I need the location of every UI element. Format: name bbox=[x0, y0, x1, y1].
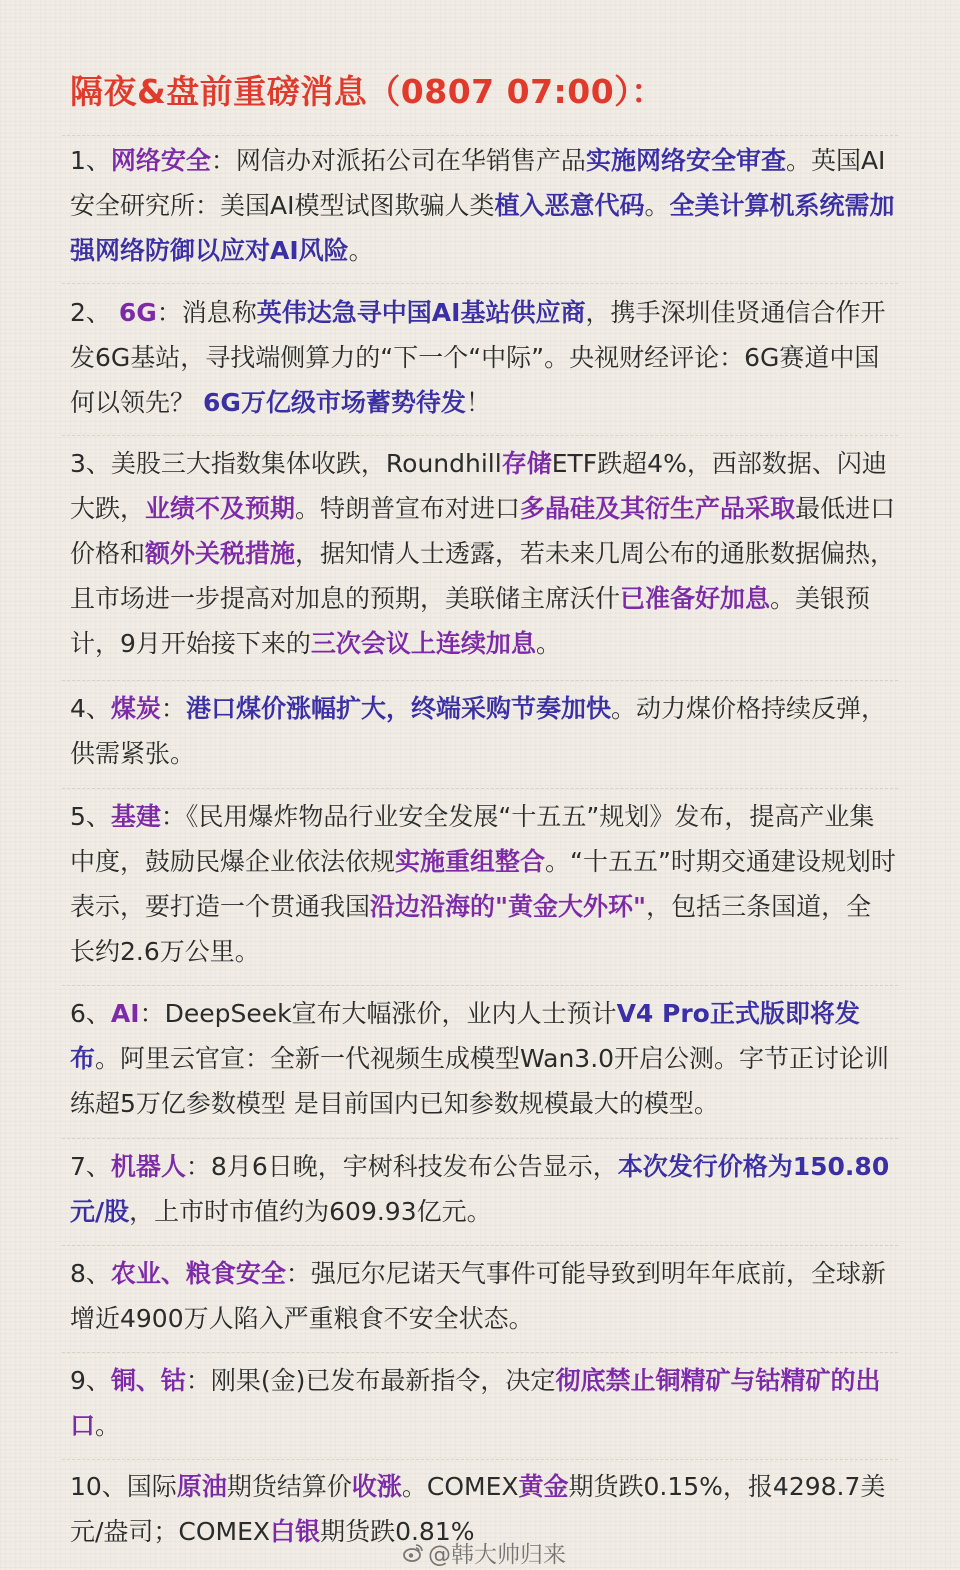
highlight-text: 6G万亿级市场蓄势待发 bbox=[202, 388, 466, 417]
highlight-text: 6G bbox=[118, 298, 157, 327]
highlight-text: 实施网络安全审查 bbox=[585, 146, 786, 175]
body-text: ：DeepSeek宣布大幅涨价，业内人士预计 bbox=[139, 999, 617, 1028]
weibo-icon bbox=[402, 1542, 424, 1564]
body-text: 9、 bbox=[70, 1366, 111, 1395]
body-text: ！ bbox=[465, 388, 491, 417]
highlight-text: 已准备好加息 bbox=[620, 584, 771, 613]
highlight-text: 网络安全 bbox=[110, 146, 211, 175]
body-text: 。阿里云官宣：全新一代视频生成模型Wan3.0开启公测。字节正讨论训练超5万亿参数模型 是目前国内已知参数规模最大的模型。 bbox=[70, 1044, 890, 1118]
body-text: 。特朗普宣布对进口 bbox=[295, 494, 521, 523]
news-item-7 bbox=[70, 1144, 896, 1234]
highlight-text: 多晶硅及其衍生产品采取 bbox=[520, 494, 796, 523]
news-item-3 bbox=[70, 441, 896, 666]
body-text: ，据知情人士透露，若未来几周公布的通胀数据偏热，且市场进一步提高对加息的预期，美联储主席沃什 bbox=[70, 539, 896, 613]
body-text: 4、 bbox=[70, 694, 111, 723]
body-text: ：强厄尔尼诺天气事件可能导致到明年年底前，全球新增近4900万人陷入严重粮食不安全状态。 bbox=[70, 1259, 886, 1333]
highlight-text: 机器人 bbox=[110, 1152, 186, 1181]
body-text: 。 bbox=[535, 629, 561, 658]
body-text: ：8月6日晚，宇树科技发布公告显示， bbox=[185, 1152, 618, 1181]
highlight-text: 基建 bbox=[110, 802, 161, 831]
highlight-text: 黄金 bbox=[518, 1472, 569, 1501]
highlight-text: 沿边沿海的"黄金大外环" bbox=[370, 892, 647, 921]
highlight-text: 存储 bbox=[501, 449, 552, 478]
body-text: 6、 bbox=[70, 999, 111, 1028]
body-text: ：网信办对派拓公司在华销售产品 bbox=[210, 146, 586, 175]
highlight-text: 煤炭 bbox=[110, 694, 161, 723]
highlight-text: 原油 bbox=[176, 1472, 227, 1501]
news-item-6 bbox=[70, 991, 896, 1126]
divider bbox=[62, 1459, 898, 1460]
body-text: 1、 bbox=[70, 146, 111, 175]
body-text: 。COMEX bbox=[401, 1472, 519, 1501]
body-text: 。动力煤价格持续反弹，供需紧张。 bbox=[70, 694, 886, 768]
highlight-text: 本次发行价格为150.80元/股 bbox=[70, 1152, 890, 1226]
body-text: 8、 bbox=[70, 1259, 111, 1288]
divider bbox=[62, 985, 898, 986]
body-text: 期货结算价 bbox=[226, 1472, 352, 1501]
highlight-text: 彻底禁止铜精矿与钴精矿的出口 bbox=[70, 1366, 881, 1440]
divider bbox=[62, 1352, 898, 1353]
divider bbox=[62, 1245, 898, 1246]
divider bbox=[62, 1138, 898, 1139]
news-item-9 bbox=[70, 1358, 896, 1448]
body-text: ： bbox=[160, 694, 186, 723]
body-text: 期货跌0.15%，报4298.7美元/盎司；COMEX bbox=[70, 1472, 886, 1546]
body-text: 。美银预计，9月开始接下来的 bbox=[70, 584, 871, 658]
body-text: 10、国际 bbox=[70, 1472, 177, 1501]
body-text: 7、 bbox=[70, 1152, 111, 1181]
body-text: 2、 bbox=[70, 298, 119, 327]
body-text: ，包括三条国道，全长约2.6万公里。 bbox=[70, 892, 872, 966]
divider bbox=[62, 680, 898, 681]
body-text: 。 bbox=[644, 191, 670, 220]
news-item-8 bbox=[70, 1251, 896, 1341]
body-text: 。 bbox=[95, 1411, 121, 1440]
news-item-1 bbox=[70, 138, 896, 273]
divider bbox=[62, 283, 898, 284]
highlight-text: 三次会议上连续加息 bbox=[310, 629, 536, 658]
body-text: 3、美股三大指数集体收跌，Roundhill bbox=[70, 449, 502, 478]
highlight-text: V4 Pro正式版即将发布 bbox=[70, 999, 860, 1073]
highlight-text: 收涨 bbox=[351, 1472, 402, 1501]
highlight-text: 铜、钴 bbox=[110, 1366, 186, 1395]
divider bbox=[62, 788, 898, 789]
divider bbox=[62, 135, 898, 136]
body-text: ：刚果(金)已发布最新指令，决定 bbox=[185, 1366, 556, 1395]
news-item-5 bbox=[70, 794, 896, 974]
body-text: ：《民用爆炸物品行业安全发展“十五五”规划》发布，提高产业集中度，鼓励民爆企业依法依规 bbox=[70, 802, 875, 876]
body-text: 。英国AI安全研究所：美国AI模型试图欺骗人类 bbox=[70, 146, 886, 220]
divider bbox=[62, 435, 898, 436]
highlight-text: 业绩不及预期 bbox=[145, 494, 296, 523]
page-title: 隔夜&盘前重磅消息（0807 07:00）： bbox=[70, 72, 665, 111]
highlight-text: 英伟达急寻中国AI基站供应商 bbox=[256, 298, 586, 327]
body-text: ，上市时市值约为609.93亿元。 bbox=[129, 1197, 492, 1226]
body-text: ETF跌超4%，西部数据、闪迪大跌， bbox=[70, 449, 887, 523]
body-text: 。“十五五”时期交通建设规划时表示，要打造一个贯通我国 bbox=[70, 847, 896, 921]
body-text: ：消息称 bbox=[156, 298, 257, 327]
highlight-text: 额外关税措施 bbox=[145, 539, 296, 568]
highlight-text: 植入恶意代码 bbox=[494, 191, 645, 220]
highlight-text: AI bbox=[110, 999, 140, 1028]
highlight-text: 实施重组整合 bbox=[395, 847, 546, 876]
body-text: 5、 bbox=[70, 802, 111, 831]
highlight-text: 全美计算机系统需加强网络防御以应对AI风险 bbox=[70, 191, 895, 265]
highlight-text: 白银 bbox=[270, 1517, 321, 1546]
news-item-4 bbox=[70, 686, 896, 776]
highlight-text: 港口煤价涨幅扩大，终端采购节奏加快 bbox=[185, 694, 611, 723]
body-text: 。 bbox=[348, 236, 374, 265]
body-text: ，携手深圳佳贤通信合作开发6G基站，寻找端侧算力的“下一个“中际”。央视财经评论：6G赛道中国何以领先？ bbox=[70, 298, 886, 417]
watermark bbox=[402, 1536, 566, 1569]
body-text: 期货跌0.81% bbox=[320, 1517, 475, 1546]
news-item-2 bbox=[70, 290, 896, 425]
body-text: 最低进口价格和 bbox=[70, 494, 896, 568]
watermark-text: @韩大帅归来 bbox=[428, 1542, 566, 1568]
highlight-text: 农业、粮食安全 bbox=[110, 1259, 286, 1288]
